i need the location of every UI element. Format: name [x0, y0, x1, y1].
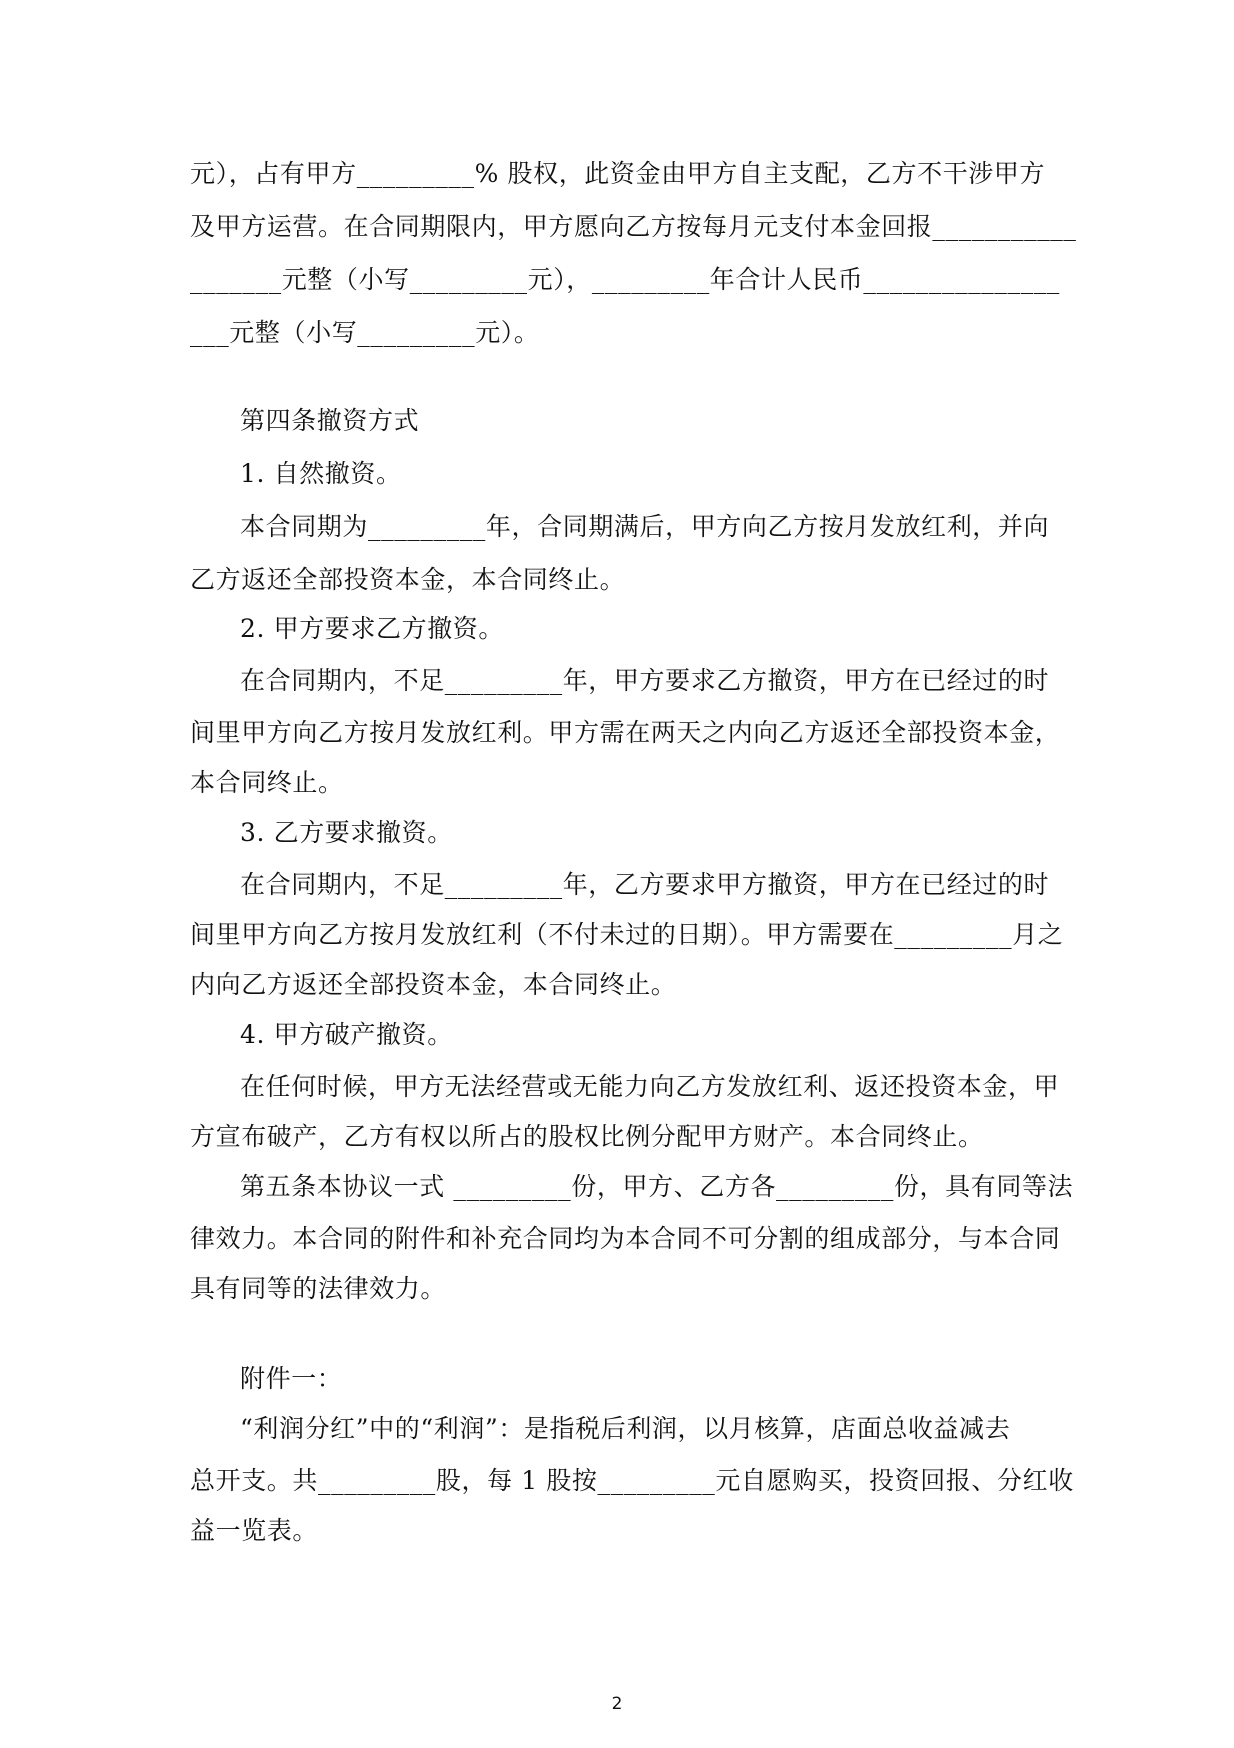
- text-line: 本合同期为_________年，合同期满后，甲方向乙方按月发放红利，并向: [240, 512, 1050, 541]
- page-number: 2: [611, 1694, 623, 1714]
- list-item: 2. 甲方要求乙方撤资。: [240, 614, 505, 643]
- text-line: _______元整（小写_________元），_________年合计人民币_______________: [190, 265, 1060, 294]
- text-line: 间里甲方向乙方按月发放红利（不付未过的日期）。甲方需要在_________月之: [190, 920, 1064, 949]
- text-line: 具有同等的法律效力。: [190, 1274, 447, 1303]
- section-heading: 附件一：: [240, 1364, 343, 1393]
- text-line: 在合同期内，不足_________年，乙方要求甲方撤资，甲方在已经过的时: [240, 870, 1050, 899]
- text-line: 在合同期内，不足_________年，甲方要求乙方撤资，甲方在已经过的时: [240, 666, 1050, 695]
- list-item: 1. 自然撤资。: [240, 459, 402, 488]
- text-line: “利润分红”中的“利润”：是指税后利润，以月核算，店面总收益减去: [240, 1414, 1011, 1443]
- text-line: 第五条本协议一式 _________份，甲方、乙方各_________份，具有同等法: [240, 1172, 1074, 1201]
- text-line: 乙方返还全部投资本金，本合同终止。: [190, 565, 626, 594]
- text-line: 元），占有甲方_________% 股权，此资金由甲方自主支配，乙方不干涉甲方: [190, 159, 1046, 188]
- text-line: 在任何时候，甲方无法经营或无能力向乙方发放红利、返还投资本金，甲: [240, 1072, 1060, 1101]
- text-line: 律效力。本合同的附件和补充合同均为本合同不可分割的组成部分，与本合同: [190, 1224, 1061, 1253]
- text-line: 及甲方运营。在合同期限内，甲方愿向乙方按每月元支付本金回报___________: [190, 212, 1077, 241]
- list-item: 4. 甲方破产撤资。: [240, 1020, 453, 1049]
- text-line: 间里甲方向乙方按月发放红利。甲方需在两天之内向乙方返还全部投资本金，: [190, 718, 1061, 747]
- list-item: 3. 乙方要求撤资。: [240, 818, 453, 847]
- text-line: 内向乙方返还全部投资本金，本合同终止。: [190, 970, 677, 999]
- text-line: 总开支。共_________股，每 1 股按_________元自愿购买，投资回报、分红收: [190, 1466, 1074, 1495]
- text-line: ___元整（小写_________元）。: [190, 318, 540, 347]
- text-line: 本合同终止。: [190, 768, 344, 797]
- text-line: 益一览表。: [190, 1516, 319, 1545]
- text-line: 方宣布破产，乙方有权以所占的股权比例分配甲方财产。本合同终止。: [190, 1122, 984, 1151]
- section-heading: 第四条撤资方式: [240, 406, 420, 435]
